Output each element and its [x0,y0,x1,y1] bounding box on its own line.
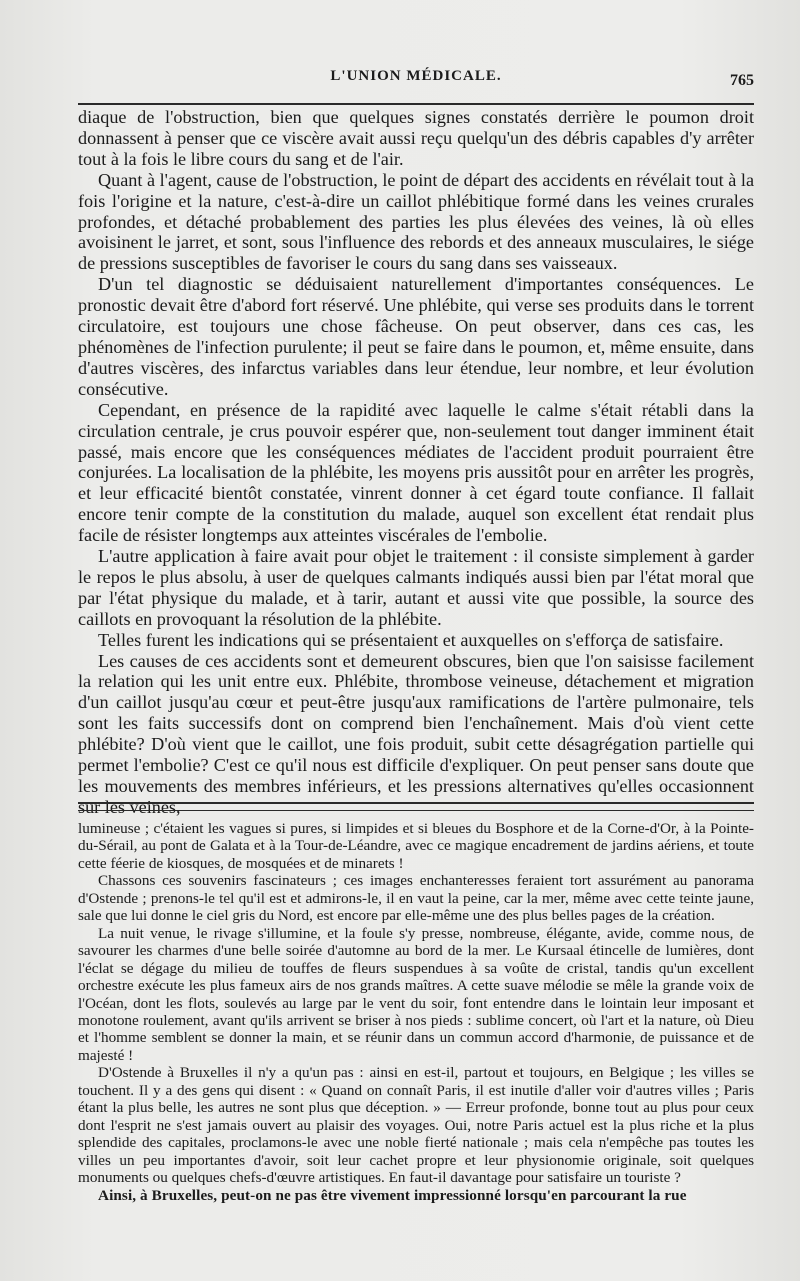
paragraph: diaque de l'obstruction, bien que quelques signes constatés derrière le poumon droit donnassent à penser que ce viscère avait aussi reçu quelqu'un des débris capables d'y arrêter tout à la fois le libre cours du sang et de l'air. [78,107,754,169]
paragraph: lumineuse ; c'étaient les vagues si pures, si limpides et si bleues du Bosphore et de la Corne-d'Or, à la Pointe-du-Sérail, au pont de Galata et à la Tour-de-Léandre, avec ce magique encadrement de jardins aériens, et toute cette féerie de kiosques, de mosquées et de minarets ! [78,820,754,872]
paragraph: Les causes de ces accidents sont et demeurent obscures, bien que l'on saisisse facilement la relation qui les unit entre eux. Phlébite, thrombose veineuse, détachement et migration d'un caillot jusqu'au cœur et peut-être jusqu'aux ramifications de l'artère pulmonaire, tels sont les faits successifs dont on comprend bien l'enchaînement. Mais d'où vient cette phlébite? D'où vient que le caillot, une fois produit, subit cette désagrégation partielle qui permet l'embolie? C'est ce qu'il nous est difficile d'expliquer. On peut penser sans doute que les mouvements des membres inférieurs, et les pressions alternatives qu'elles occasionnent sur les veines, [78,650,754,817]
paragraph: Ainsi, à Bruxelles, peut-on ne pas être vivement impressionné lorsqu'en parcourant la rue [98,1186,687,1204]
page-header [78,66,754,90]
feuilleton-text [78,820,754,1204]
paragraph: Chassons ces souvenirs fascinateurs ; ces images enchanteresses feraient tort assurément au panorama d'Ostende ; prenons-le tel qu'il est et admirons-le, il en vaut la peine, car la mer, même avec cette teinte jaune, sale que lui donne le ciel gris du Nord, est encore par elle-même une des plus belles pages de la création. [78,872,754,925]
paragraph: Telles furent les indications qui se présentaient et auxquelles on s'efforça de satisfaire. [98,629,724,650]
running-title: L'UNION MÉDICALE. [330,68,502,84]
paragraph: La nuit venue, le rivage s'illumine, et la foule s'y presse, nombreuse, élégante, avide, comme nous, de savourer les charmes d'une belle soirée d'automne au bord de la mer. Le Kursaal étincelle de lumières, dont l'éclat se dégage du milieu de touffes de fleurs suspendues à sa voûte de cristal, tandis qu'un excellent orchestre exécute les plus fameux airs de nos grands maîtres. A cette suave mélodie se mêle la grande voix de l'Océan, dont les flots, soulevés au large par le vent du soir, font entendre dans le lointain leur imposant et monotone roulement, avant qu'ils arrivent se briser à nos pieds : sublime concert, où l'art et la nature, où Dieu et l'homme semblent se donner la main, et se réunir dans un commun accord d'harmonie, de puissance et de majesté ! [78,924,754,1064]
paragraph: D'un tel diagnostic se déduisaient naturellement d'importantes conséquences. Le pronostic devait être d'abord fort réservé. Une phlébite, qui verse ses produits dans le torrent circulatoire, est toujours une chose fâcheuse. On peut observer, dans ces cas, les phénomènes de l'infection purulente; il peut se faire dans le poumon, et, même ensuite, dans d'autres viscères, des infarctus variables dans leur étendue, leur nombre, et leur évolution consécutive. [78,274,754,399]
paragraph: Quant à l'agent, cause de l'obstruction, le point de départ des accidents en révélait tout à la fois l'origine et la nature, c'est-à-dire un caillot phlébitique formé dans les veines crurales profondes, et détaché probablement des parties les plus élevées des veines, là où elles avoisinent le jarret, et sont, sous l'influence des rebords et des anneaux musculaires, le siége de pressions susceptibles de favoriser le cours du sang dans ses vaisseaux. [78,169,755,274]
page-number: 765 [730,72,754,89]
main-text [78,107,754,818]
feuilleton-separator [78,802,754,811]
paragraph: D'Ostende à Bruxelles il n'y a qu'un pas : ainsi en est-il, partout et toujours, en Belgique ; les villes se touchent. Il y a des gens qui disent : « Quand on connaît Paris, il est inutile d'aller voir d'autres villes ; Paris étant la plus belle, les autres ne sont plus que déception. » — Erreur profonde, bonne tout au plus pour ceux dont l'esprit ne s'est jamais ouvert au plaisir des voyages. Oui, notre Paris actuel est la plus riche et la plus splendide des capitales, proclamons-le avec une noble fierté nationale ; mais cela n'empêche pas toutes les villes un peu importantes d'avoir, soit leur cachet propre et leur physionomie originale, soit quelques monuments ou quelques chefs-d'œuvre artistiques. En faut-il davantage pour satisfaire un touriste ? [78,1064,754,1187]
header-rule [78,103,754,105]
paragraph: Cependant, en présence de la rapidité avec laquelle le calme s'était rétabli dans la circulation centrale, je crus pouvoir espérer que, non-seulement tout danger imminent était passé, mais encore que les conséquences médiates de l'accident produit pourraient être conjurées. La localisation de la phlébite, les moyens pris aussitôt pour en arrêter les progrès, et leur efficacité bientôt constatée, vinrent donner à cet égard toute confiance. Il fallait encore tenir compte de la constitution du malade, auquel son excellent état rendait plus facile de résister longtemps aux atteintes viscérales de l'embolie. [78,399,754,546]
paragraph: L'autre application à faire avait pour objet le traitement : il consiste simplement à garder le repos le plus absolu, à user de quelques calmants indiqués aussi bien par l'état moral que par l'état physique du malade, et à tarir, autant et aussi vite que possible, la source des caillots en provoquant la résolution de la phlébite. [78,546,754,629]
